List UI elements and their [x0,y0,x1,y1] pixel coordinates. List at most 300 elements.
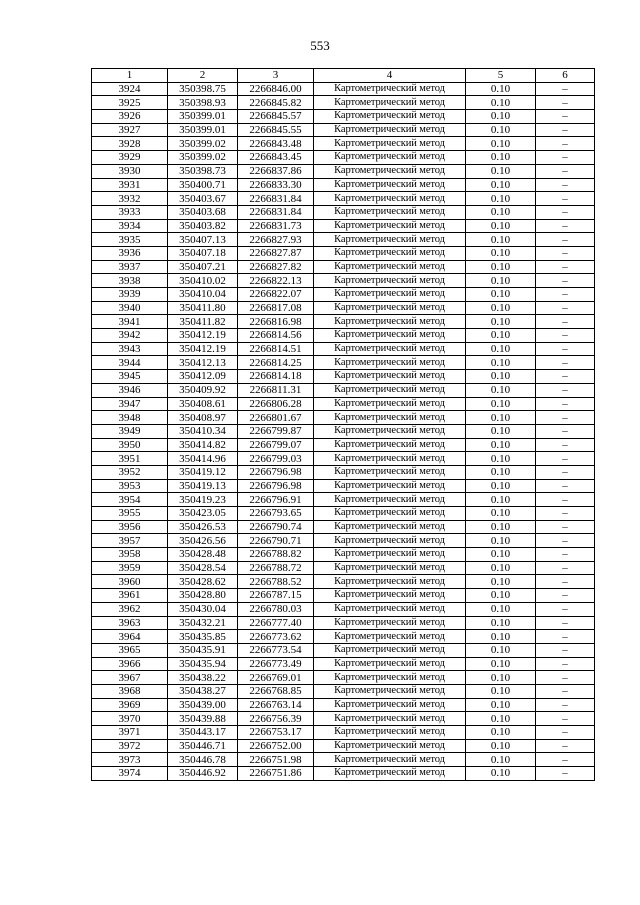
note-cell: – [536,671,595,685]
point-number-cell: 3940 [92,301,168,315]
method-cell: Картометрический метод [314,726,466,740]
table-row [92,192,595,206]
accuracy-cell: 0.10 [466,767,536,781]
accuracy-cell: 0.10 [466,438,536,452]
column-header: 2 [168,69,238,83]
method-cell: Картометрический метод [314,397,466,411]
table-row [92,315,595,329]
accuracy-cell: 0.10 [466,657,536,671]
table-row [92,274,595,288]
accuracy-cell: 0.10 [466,479,536,493]
y-coordinate-cell: 2266845.57 [238,110,314,124]
x-coordinate-cell: 350419.12 [168,465,238,479]
table-row [92,411,595,425]
note-cell: – [536,82,595,96]
note-cell: – [536,219,595,233]
x-coordinate-cell: 350410.02 [168,274,238,288]
table-row [92,684,595,698]
y-coordinate-cell: 2266814.18 [238,370,314,384]
y-coordinate-cell: 2266827.82 [238,260,314,274]
point-number-cell: 3929 [92,151,168,165]
table-row [92,288,595,302]
x-coordinate-cell: 350408.61 [168,397,238,411]
point-number-cell: 3950 [92,438,168,452]
table-row [92,534,595,548]
point-number-cell: 3945 [92,370,168,384]
column-header: 1 [92,69,168,83]
y-coordinate-cell: 2266768.85 [238,684,314,698]
accuracy-cell: 0.10 [466,698,536,712]
method-cell: Картометрический метод [314,96,466,110]
note-cell: – [536,260,595,274]
x-coordinate-cell: 350398.93 [168,96,238,110]
accuracy-cell: 0.10 [466,356,536,370]
note-cell: – [536,246,595,260]
accuracy-cell: 0.10 [466,370,536,384]
table-row [92,712,595,726]
point-number-cell: 3926 [92,110,168,124]
note-cell: – [536,561,595,575]
table-row [92,137,595,151]
accuracy-cell: 0.10 [466,575,536,589]
x-coordinate-cell: 350426.56 [168,534,238,548]
point-number-cell: 3965 [92,643,168,657]
y-coordinate-cell: 2266777.40 [238,616,314,630]
note-cell: – [536,698,595,712]
point-number-cell: 3933 [92,205,168,219]
y-coordinate-cell: 2266752.00 [238,739,314,753]
x-coordinate-cell: 350414.96 [168,452,238,466]
x-coordinate-cell: 350399.01 [168,123,238,137]
accuracy-cell: 0.10 [466,753,536,767]
accuracy-cell: 0.10 [466,507,536,521]
table-row [92,424,595,438]
point-number-cell: 3968 [92,684,168,698]
x-coordinate-cell: 350412.19 [168,329,238,343]
point-number-cell: 3962 [92,602,168,616]
y-coordinate-cell: 2266796.91 [238,493,314,507]
note-cell: – [536,329,595,343]
table-row [92,397,595,411]
method-cell: Картометрический метод [314,288,466,302]
accuracy-cell: 0.10 [466,137,536,151]
x-coordinate-cell: 350408.97 [168,411,238,425]
table-row [92,548,595,562]
accuracy-cell: 0.10 [466,589,536,603]
x-coordinate-cell: 350411.82 [168,315,238,329]
point-number-cell: 3963 [92,616,168,630]
y-coordinate-cell: 2266827.87 [238,246,314,260]
x-coordinate-cell: 350412.13 [168,356,238,370]
x-coordinate-cell: 350419.13 [168,479,238,493]
accuracy-cell: 0.10 [466,520,536,534]
accuracy-cell: 0.10 [466,301,536,315]
note-cell: – [536,411,595,425]
y-coordinate-cell: 2266831.73 [238,219,314,233]
x-coordinate-cell: 350446.78 [168,753,238,767]
x-coordinate-cell: 350439.00 [168,698,238,712]
note-cell: – [536,397,595,411]
note-cell: – [536,192,595,206]
table-row [92,356,595,370]
y-coordinate-cell: 2266773.54 [238,643,314,657]
note-cell: – [536,493,595,507]
y-coordinate-cell: 2266814.51 [238,342,314,356]
y-coordinate-cell: 2266843.45 [238,151,314,165]
x-coordinate-cell: 350398.73 [168,164,238,178]
table-row [92,178,595,192]
method-cell: Картометрический метод [314,753,466,767]
x-coordinate-cell: 350426.53 [168,520,238,534]
table-row [92,753,595,767]
note-cell: – [536,137,595,151]
point-number-cell: 3960 [92,575,168,589]
table-row [92,383,595,397]
accuracy-cell: 0.10 [466,493,536,507]
note-cell: – [536,96,595,110]
method-cell: Картометрический метод [314,164,466,178]
method-cell: Картометрический метод [314,767,466,781]
accuracy-cell: 0.10 [466,192,536,206]
point-number-cell: 3941 [92,315,168,329]
table-row [92,561,595,575]
y-coordinate-cell: 2266843.48 [238,137,314,151]
point-number-cell: 3927 [92,123,168,137]
x-coordinate-cell: 350446.92 [168,767,238,781]
accuracy-cell: 0.10 [466,411,536,425]
y-coordinate-cell: 2266751.86 [238,767,314,781]
table-row [92,82,595,96]
method-cell: Картометрический метод [314,178,466,192]
point-number-cell: 3959 [92,561,168,575]
method-cell: Картометрический метод [314,82,466,96]
table-row [92,96,595,110]
table-row [92,151,595,165]
table-row [92,110,595,124]
y-coordinate-cell: 2266799.03 [238,452,314,466]
note-cell: – [536,233,595,247]
method-cell: Картометрический метод [314,315,466,329]
note-cell: – [536,548,595,562]
note-cell: – [536,424,595,438]
y-coordinate-cell: 2266769.01 [238,671,314,685]
accuracy-cell: 0.10 [466,123,536,137]
note-cell: – [536,370,595,384]
accuracy-cell: 0.10 [466,452,536,466]
coordinates-table [91,68,595,781]
x-coordinate-cell: 350435.85 [168,630,238,644]
y-coordinate-cell: 2266796.98 [238,465,314,479]
note-cell: – [536,520,595,534]
table-row [92,643,595,657]
x-coordinate-cell: 350407.13 [168,233,238,247]
point-number-cell: 3949 [92,424,168,438]
table-row [92,260,595,274]
x-coordinate-cell: 350423.05 [168,507,238,521]
method-cell: Картометрический метод [314,233,466,247]
method-cell: Картометрический метод [314,534,466,548]
method-cell: Картометрический метод [314,205,466,219]
accuracy-cell: 0.10 [466,274,536,288]
accuracy-cell: 0.10 [466,712,536,726]
column-header: 3 [238,69,314,83]
x-coordinate-cell: 350399.02 [168,137,238,151]
accuracy-cell: 0.10 [466,233,536,247]
table-row [92,329,595,343]
method-cell: Картометрический метод [314,260,466,274]
point-number-cell: 3951 [92,452,168,466]
method-cell: Картометрический метод [314,342,466,356]
y-coordinate-cell: 2266814.25 [238,356,314,370]
point-number-cell: 3938 [92,274,168,288]
y-coordinate-cell: 2266773.62 [238,630,314,644]
table-row [92,630,595,644]
method-cell: Картометрический метод [314,616,466,630]
accuracy-cell: 0.10 [466,739,536,753]
y-coordinate-cell: 2266780.03 [238,602,314,616]
x-coordinate-cell: 350438.27 [168,684,238,698]
accuracy-cell: 0.10 [466,465,536,479]
note-cell: – [536,616,595,630]
accuracy-cell: 0.10 [466,534,536,548]
table-row [92,589,595,603]
table-row [92,507,595,521]
note-cell: – [536,110,595,124]
method-cell: Картометрический метод [314,520,466,534]
y-coordinate-cell: 2266845.55 [238,123,314,137]
table-row [92,767,595,781]
note-cell: – [536,739,595,753]
x-coordinate-cell: 350410.34 [168,424,238,438]
table-row [92,164,595,178]
method-cell: Картометрический метод [314,246,466,260]
table-body [92,82,595,780]
method-cell: Картометрический метод [314,329,466,343]
method-cell: Картометрический метод [314,465,466,479]
y-coordinate-cell: 2266816.98 [238,315,314,329]
accuracy-cell: 0.10 [466,342,536,356]
y-coordinate-cell: 2266845.82 [238,96,314,110]
x-coordinate-cell: 350432.21 [168,616,238,630]
y-coordinate-cell: 2266796.98 [238,479,314,493]
note-cell: – [536,589,595,603]
point-number-cell: 3932 [92,192,168,206]
method-cell: Картометрический метод [314,479,466,493]
x-coordinate-cell: 350403.82 [168,219,238,233]
note-cell: – [536,507,595,521]
method-cell: Картометрический метод [314,684,466,698]
table-row [92,452,595,466]
table-row [92,233,595,247]
accuracy-cell: 0.10 [466,164,536,178]
table-row [92,726,595,740]
point-number-cell: 3971 [92,726,168,740]
accuracy-cell: 0.10 [466,219,536,233]
table-row [92,616,595,630]
note-cell: – [536,123,595,137]
x-coordinate-cell: 350410.04 [168,288,238,302]
accuracy-cell: 0.10 [466,246,536,260]
note-cell: – [536,151,595,165]
point-number-cell: 3966 [92,657,168,671]
y-coordinate-cell: 2266751.98 [238,753,314,767]
accuracy-cell: 0.10 [466,151,536,165]
note-cell: – [536,479,595,493]
accuracy-cell: 0.10 [466,561,536,575]
x-coordinate-cell: 350446.71 [168,739,238,753]
method-cell: Картометрический метод [314,301,466,315]
accuracy-cell: 0.10 [466,424,536,438]
accuracy-cell: 0.10 [466,630,536,644]
table-row [92,438,595,452]
x-coordinate-cell: 350407.21 [168,260,238,274]
y-coordinate-cell: 2266814.56 [238,329,314,343]
x-coordinate-cell: 350419.23 [168,493,238,507]
point-number-cell: 3930 [92,164,168,178]
point-number-cell: 3936 [92,246,168,260]
note-cell: – [536,684,595,698]
table-row [92,479,595,493]
method-cell: Картометрический метод [314,739,466,753]
point-number-cell: 3925 [92,96,168,110]
point-number-cell: 3931 [92,178,168,192]
method-cell: Картометрический метод [314,575,466,589]
method-cell: Картометрический метод [314,698,466,712]
x-coordinate-cell: 350403.68 [168,205,238,219]
x-coordinate-cell: 350428.62 [168,575,238,589]
note-cell: – [536,164,595,178]
method-cell: Картометрический метод [314,452,466,466]
y-coordinate-cell: 2266763.14 [238,698,314,712]
point-number-cell: 3935 [92,233,168,247]
method-cell: Картометрический метод [314,507,466,521]
note-cell: – [536,643,595,657]
accuracy-cell: 0.10 [466,260,536,274]
method-cell: Картометрический метод [314,370,466,384]
method-cell: Картометрический метод [314,110,466,124]
accuracy-cell: 0.10 [466,643,536,657]
point-number-cell: 3953 [92,479,168,493]
method-cell: Картометрический метод [314,411,466,425]
table-row [92,465,595,479]
y-coordinate-cell: 2266817.08 [238,301,314,315]
column-header: 6 [536,69,595,83]
page-number: 553 [310,38,330,53]
point-number-cell: 3970 [92,712,168,726]
method-cell: Картометрический метод [314,383,466,397]
note-cell: – [536,767,595,781]
x-coordinate-cell: 350407.18 [168,246,238,260]
y-coordinate-cell: 2266831.84 [238,192,314,206]
x-coordinate-cell: 350400.71 [168,178,238,192]
accuracy-cell: 0.10 [466,602,536,616]
table-row [92,301,595,315]
y-coordinate-cell: 2266799.07 [238,438,314,452]
x-coordinate-cell: 350403.67 [168,192,238,206]
accuracy-cell: 0.10 [466,383,536,397]
x-coordinate-cell: 350430.04 [168,602,238,616]
note-cell: – [536,726,595,740]
method-cell: Картометрический метод [314,630,466,644]
y-coordinate-cell: 2266787.15 [238,589,314,603]
table-row [92,698,595,712]
method-cell: Картометрический метод [314,424,466,438]
accuracy-cell: 0.10 [466,288,536,302]
note-cell: – [536,602,595,616]
note-cell: – [536,301,595,315]
point-number-cell: 3958 [92,548,168,562]
accuracy-cell: 0.10 [466,178,536,192]
y-coordinate-cell: 2266801.67 [238,411,314,425]
x-coordinate-cell: 350438.22 [168,671,238,685]
accuracy-cell: 0.10 [466,329,536,343]
note-cell: – [536,630,595,644]
point-number-cell: 3952 [92,465,168,479]
accuracy-cell: 0.10 [466,397,536,411]
table-row [92,493,595,507]
y-coordinate-cell: 2266773.49 [238,657,314,671]
point-number-cell: 3944 [92,356,168,370]
note-cell: – [536,288,595,302]
y-coordinate-cell: 2266806.28 [238,397,314,411]
table-row [92,657,595,671]
accuracy-cell: 0.10 [466,684,536,698]
x-coordinate-cell: 350412.09 [168,370,238,384]
note-cell: – [536,274,595,288]
note-cell: – [536,383,595,397]
method-cell: Картометрический метод [314,671,466,685]
accuracy-cell: 0.10 [466,548,536,562]
x-coordinate-cell: 350398.75 [168,82,238,96]
x-coordinate-cell: 350435.91 [168,643,238,657]
x-coordinate-cell: 350409.92 [168,383,238,397]
accuracy-cell: 0.10 [466,110,536,124]
method-cell: Картометрический метод [314,151,466,165]
method-cell: Картометрический метод [314,274,466,288]
note-cell: – [536,356,595,370]
point-number-cell: 3939 [92,288,168,302]
accuracy-cell: 0.10 [466,96,536,110]
x-coordinate-cell: 350411.80 [168,301,238,315]
accuracy-cell: 0.10 [466,205,536,219]
point-number-cell: 3974 [92,767,168,781]
method-cell: Картометрический метод [314,657,466,671]
y-coordinate-cell: 2266788.72 [238,561,314,575]
point-number-cell: 3924 [92,82,168,96]
x-coordinate-cell: 350428.48 [168,548,238,562]
column-header: 4 [314,69,466,83]
table-row [92,219,595,233]
note-cell: – [536,534,595,548]
y-coordinate-cell: 2266799.87 [238,424,314,438]
point-number-cell: 3961 [92,589,168,603]
point-number-cell: 3956 [92,520,168,534]
y-coordinate-cell: 2266790.74 [238,520,314,534]
x-coordinate-cell: 350439.88 [168,712,238,726]
method-cell: Картометрический метод [314,192,466,206]
x-coordinate-cell: 350428.80 [168,589,238,603]
x-coordinate-cell: 350435.94 [168,657,238,671]
accuracy-cell: 0.10 [466,726,536,740]
point-number-cell: 3948 [92,411,168,425]
x-coordinate-cell: 350414.82 [168,438,238,452]
method-cell: Картометрический метод [314,493,466,507]
note-cell: – [536,712,595,726]
point-number-cell: 3934 [92,219,168,233]
y-coordinate-cell: 2266790.71 [238,534,314,548]
note-cell: – [536,657,595,671]
method-cell: Картометрический метод [314,123,466,137]
